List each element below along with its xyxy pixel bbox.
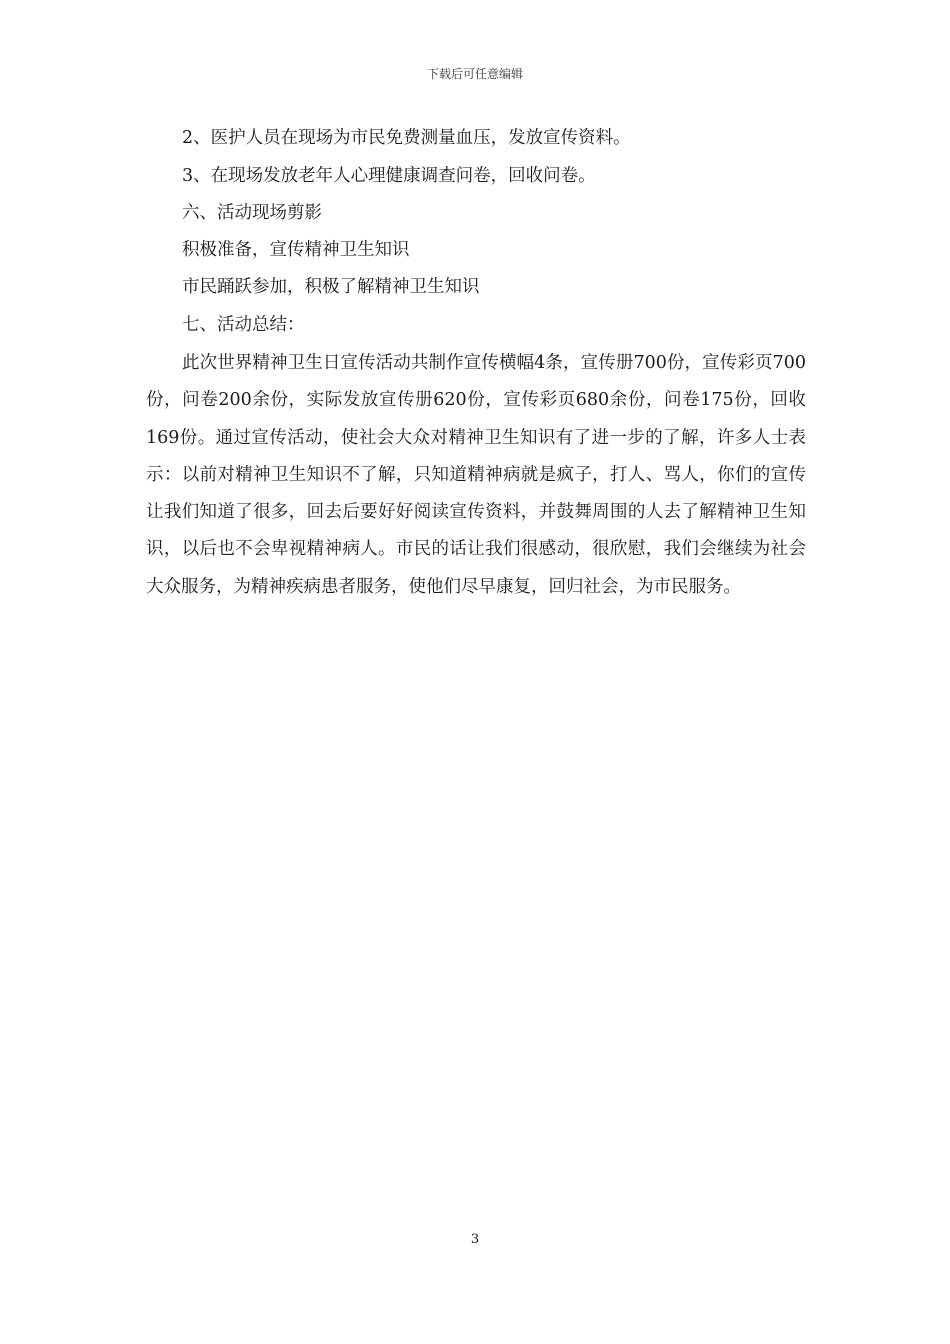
item-blood-pressure: 2、医护人员在现场为市民免费测量血压，发放宣传资料。 xyxy=(182,128,631,148)
page-number: 3 xyxy=(470,1232,480,1247)
section-heading-summary: 七、活动总结： xyxy=(182,315,305,335)
photo-caption-preparation: 积极准备，宣传精神卫生知识 xyxy=(182,240,410,260)
photo-caption-participation: 市民踊跃参加，积极了解精神卫生知识 xyxy=(182,277,480,297)
section-heading-photos: 六、活动现场剪影 xyxy=(182,203,322,223)
item-questionnaire: 3、在现场发放老年人心理健康调查问卷，回收问卷。 xyxy=(182,166,596,186)
page-header: 下载后可任意编辑 xyxy=(426,67,523,81)
summary-paragraph: 此次世界精神卫生日宣传活动共制作宣传横幅4条，宣传册700份，宣传彩页700份，问卷200余份，实际发放宣传册620份，宣传彩页680余份，问卷175份，回收169份。通过宣传活动，使社会大众对精神卫生知识有了进一步的了解，许多人士表示：以前对精神卫生知识不了解，只知道精神病就是疯子，打人、骂人，你们的宣传让我们知道了很多，回去后要好好阅读宣传资料，并鼓舞周围的人去了解精神卫生知识，以后也不会卑视精神病人。市民的话让我们很感动，很欣慰，我们会继续为社会大众服务，为精神疾病患者服务，使他们尽早康复，回归社会，为市民服务。 xyxy=(146,353,806,597)
